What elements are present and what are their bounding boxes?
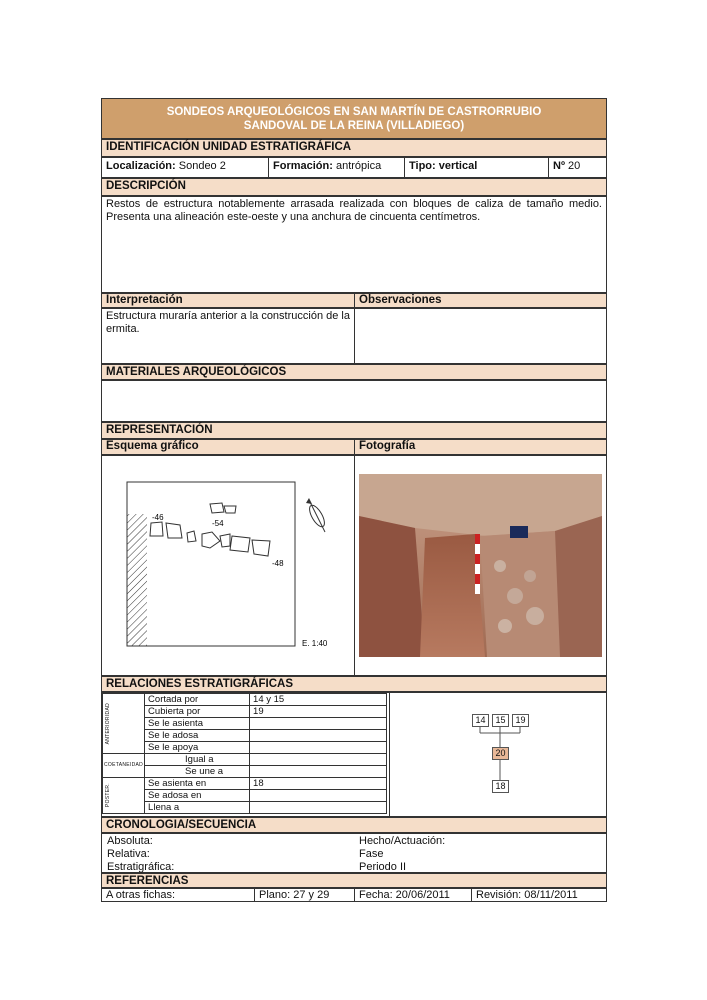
level-label: -48 bbox=[272, 559, 284, 568]
numero-label: Nº bbox=[553, 160, 565, 172]
revision-cell: Revisión: 08/11/2011 bbox=[476, 889, 578, 901]
identificacion-row bbox=[101, 157, 607, 178]
rel-value bbox=[250, 730, 387, 742]
cronologia-right bbox=[359, 835, 445, 874]
estratigrafica-label: Estratigráfica: bbox=[107, 861, 175, 873]
tipo-cell bbox=[405, 158, 549, 177]
representacion-body bbox=[101, 455, 607, 676]
relaciones-header: RELACIONES ESTRATIGRÁFICAS bbox=[101, 676, 607, 692]
hecho-label: Hecho/Actuación: bbox=[359, 835, 446, 847]
materiales-text bbox=[101, 380, 607, 422]
matrix-node: 19 bbox=[512, 714, 529, 727]
rel-label: Llena a bbox=[145, 802, 250, 814]
north-arrow-icon bbox=[306, 498, 327, 532]
numero-value: 20 bbox=[568, 160, 581, 172]
rel-label: Se adosa en bbox=[145, 790, 250, 802]
matrix-node: 18 bbox=[492, 780, 509, 793]
level-label: -46 bbox=[152, 513, 164, 522]
rel-value: 14 y 15 bbox=[250, 694, 387, 706]
rel-value bbox=[250, 790, 387, 802]
rel-label: Se asienta en bbox=[145, 778, 250, 790]
interpretacion-header-row bbox=[101, 293, 607, 308]
matrix-node-current: 20 bbox=[492, 747, 509, 760]
fotografia bbox=[355, 456, 606, 675]
representacion-header: REPRESENTACIÓN bbox=[101, 422, 607, 439]
interpretacion-body-row bbox=[101, 308, 607, 364]
rel-label: Cortada por bbox=[145, 694, 250, 706]
esquema-grafico bbox=[102, 456, 355, 675]
observaciones-text bbox=[355, 309, 606, 363]
cronologia-body bbox=[101, 833, 607, 873]
stone-block bbox=[166, 523, 182, 538]
stone-block bbox=[230, 536, 250, 552]
localizacion-cell bbox=[102, 158, 269, 177]
plano-cell: Plano: 27 y 29 bbox=[255, 889, 355, 901]
rel-label: Cubierta por bbox=[145, 706, 250, 718]
localizacion-label: Localización: bbox=[106, 160, 176, 172]
formacion-cell bbox=[269, 158, 405, 177]
materiales-header: MATERIALES ARQUEOLÓGICOS bbox=[101, 364, 607, 380]
stone-block bbox=[202, 532, 220, 548]
title-line-2: SANDOVAL DE LA REINA (VILLADIEGO) bbox=[243, 120, 465, 132]
site-plan-drawing bbox=[102, 456, 355, 675]
rel-value bbox=[250, 754, 387, 766]
fecha-cell: Fecha: 20/06/2011 bbox=[355, 889, 472, 901]
representacion-subheader-row bbox=[101, 439, 607, 455]
observaciones-header: Observaciones bbox=[359, 294, 442, 306]
excavation-photo bbox=[355, 456, 606, 675]
rel-label: Se le adosa bbox=[145, 730, 250, 742]
photo-board bbox=[510, 526, 528, 538]
interpretacion-header: Interpretación bbox=[102, 294, 355, 307]
referencias-header: REFERENCIAS bbox=[101, 873, 607, 888]
interpretacion-text: Estructura muraría anterior a la construcción de la ermita. bbox=[102, 309, 355, 363]
cronologia-header: CRONOLOGIA/SECUENCIA bbox=[101, 817, 607, 833]
section-hatching bbox=[127, 514, 147, 646]
cronologia-left bbox=[107, 835, 174, 874]
rel-value: 19 bbox=[250, 706, 387, 718]
relativa-label: Relativa: bbox=[107, 848, 150, 860]
rel-value bbox=[250, 742, 387, 754]
stone-block bbox=[252, 540, 270, 556]
stone-block bbox=[210, 503, 224, 513]
absoluta-label: Absoluta: bbox=[107, 835, 153, 847]
sheet-title bbox=[101, 98, 607, 139]
group-posterioridad: POSTER. bbox=[103, 778, 145, 814]
fichas-cell: A otras fichas: bbox=[102, 889, 255, 901]
foto-label: Fotografía bbox=[359, 440, 416, 452]
harris-matrix bbox=[389, 693, 607, 816]
fase-label: Fase bbox=[359, 848, 384, 860]
periodo-label: Periodo II bbox=[359, 861, 407, 873]
group-coetaneidad: COETANEIDAD bbox=[103, 754, 145, 778]
numero-cell bbox=[549, 158, 606, 177]
level-label: -54 bbox=[212, 519, 224, 528]
formacion-label: Formación: bbox=[273, 160, 333, 172]
descripcion-text: Restos de estructura notablemente arrasada realizada con bloques de caliza de tamaño medio. Presenta una alineación este-oeste y una anchura de cincuenta centímetros. bbox=[101, 196, 607, 293]
matrix-node: 15 bbox=[492, 714, 509, 727]
rel-value bbox=[250, 766, 387, 778]
stone-block bbox=[220, 534, 230, 547]
relaciones-table bbox=[102, 693, 389, 814]
rel-label: Se le asienta bbox=[145, 718, 250, 730]
esquema-label: Esquema gráfico bbox=[102, 440, 355, 454]
rel-value bbox=[250, 718, 387, 730]
identificacion-header: IDENTIFICACIÓN UNIDAD ESTRATIGRÁFICA bbox=[101, 139, 607, 157]
referencias-row bbox=[101, 888, 607, 902]
descripcion-header: DESCRIPCIÓN bbox=[101, 178, 607, 196]
group-anterioridad: ANTERIORIDAD bbox=[103, 694, 145, 754]
stone-block bbox=[150, 522, 163, 536]
matrix-node: 14 bbox=[472, 714, 489, 727]
stone-block bbox=[224, 506, 236, 513]
rel-label: Se une a bbox=[145, 766, 250, 778]
formacion-value: antrópica bbox=[335, 160, 382, 172]
rel-value: 18 bbox=[250, 778, 387, 790]
rel-label: Se le apoya bbox=[145, 742, 250, 754]
rel-label: Igual a bbox=[145, 754, 250, 766]
rel-value bbox=[250, 802, 387, 814]
tipo-label: Tipo: vertical bbox=[409, 160, 478, 172]
stone-block bbox=[187, 531, 196, 542]
scale-label: E. 1:40 bbox=[302, 639, 328, 648]
relaciones-body bbox=[101, 692, 607, 817]
localizacion-value: Sondeo 2 bbox=[178, 160, 226, 172]
title-line-1: SONDEOS ARQUEOLÓGICOS EN SAN MARTÍN DE CASTRORRUBIO bbox=[166, 106, 542, 118]
